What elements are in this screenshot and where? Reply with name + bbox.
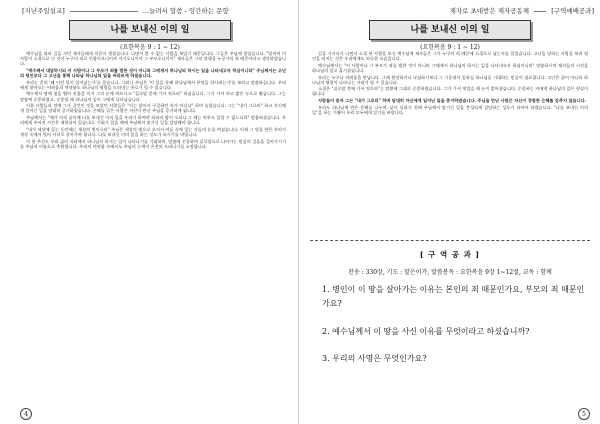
- running-head-rule: [70, 11, 138, 12]
- sermon-paragraph: "예수께서 대답하시되 이 사람이나 그 부모가 죄를 범한 것이 아니라 그에게서 하나님의 하시는 일을 나타내고자 하심이니라" 주님께서는 고난의 원인보다 그 고난을 통해 나타날 하나님의 일을 바라보게 하셨습니다.: [20, 67, 286, 78]
- sermon-paragraph: 이 한 주간도 우리 삶의 자리에서 하나님의 하시는 일이 나타나기를 기대하며, 말씀에 순종하여 실로암으로 나아가는 믿음의 걸음을 걸어가시기를 주님의 이름으로 축원합니다. 우리의 연약함 속에서도 주님의 능력이 온전히 드러나기를 소망합니다.: [20, 138, 286, 149]
- running-head-label: [구역예배공과]: [551, 7, 594, 15]
- lesson-paragraph: 소경은 "실로암 못에 가서 씻으라"는 말씀에 그대로 순종하였습니다. 그가 가서 씻었을 때 눈이 밝아졌습니다. 순종하는 자에게 하나님의 일은 현실이 됩니다.: [312, 86, 588, 97]
- question-3: 3. 우리의 사명은 무엇인가요?: [322, 354, 427, 363]
- lesson-section-title: [ 구 역 공 과 ]: [419, 250, 481, 259]
- running-head-label: [지난주일설교]: [22, 7, 65, 15]
- right-page: [300, 0, 600, 424]
- sermon-paragraph: 예수께서 땅에 침을 뱉어 진흙을 이겨 그의 눈에 바르시고 "실로암 못에 가서 씻으라" 하셨습니다. 그가 가서 씻고 밝은 눈으로 왔습니다. 그는 말씀에 순종하였고, 순종할 때 하나님의 일이 그에게 나타났습니다.: [20, 91, 286, 102]
- lesson-paragraph: 우리는 누구나 어려움을 만납니다. 그때 원망하거나 낙심하기보다 그 가운데서 일하실 하나님을 기대하는 믿음이 필요합니다. 고난은 끝이 아니라 하나님의 영광이 나타나는 자리가 될 수 있습니다.: [312, 74, 588, 85]
- sermon-verse: (요한복음 9 : 1 ~ 12): [120, 44, 180, 51]
- lesson-verse: (요한복음 9 : 1 ~ 12): [420, 44, 480, 51]
- page-number: 4: [20, 408, 32, 420]
- lesson-paragraph: 우리도 하나님께 받은 은혜를 나누며, 낮이 다하기 전에 주님께서 맡기신 일을 충성되게 감당하는 성도가 되어야 하겠습니다. "나를 보내신 이의 일"을 하는 기쁨이 우리 모두에게 있기를 바랍니다.: [312, 104, 588, 115]
- sermon-body: [20, 51, 286, 150]
- question-1: 1. 병인이 이 땅을 살아가는 이유는 본인의 죄 때문인가요, 부모의 죄 때문인가요?: [322, 285, 585, 308]
- left-running-head: [22, 6, 229, 15]
- sermon-paragraph: 이웃 사람들과 전에 그가 걸인인 것을 보았던 사람들은 "이는 앉아서 구걸하던 자가 아니냐" 하며 놀랐습니다. 그는 "내가 그로라" 하고 자신에게 일어난 일을 담대히 증거하였습니다. 은혜를 입은 사람은 자신이 만난 주님을 증거하게 됩니다.: [20, 103, 286, 114]
- running-head-subtitle: 제자로 초대받은 제자공동체: [449, 7, 530, 15]
- sermon-paragraph: 우리는 흔히 '왜 이런 일이 일어났는가'를 묻습니다. 그러나 주님은 '이 일을 통해 하나님께서 무엇을 하시려는가'를 보라고 말씀하십니다. 우리에게 찾아오는 어려움과 연약함도 하나님의 영광을 드러내는 통로가 될 수 있습니다.: [20, 79, 286, 90]
- section-divider: [310, 240, 590, 241]
- running-head-subtitle: ...늘려서 말씀 - 잉간하는 문향: [142, 7, 229, 15]
- lesson-paragraph: 사람들이 묻자 그는 "내가 그로라" 하며 담대히 자신에게 일어난 일을 증거하였습니다. 주님을 만난 사람은 자신이 경험한 은혜를 감추지 않습니다.: [318, 98, 587, 104]
- sermon-paragraph: 주님께서는 "때가 아직 낮이매 나를 보내신 이의 일을 우리가 하여야 하리라 밤이 오리니 그 때는 아무도 일할 수 없느니라" 말씀하셨습니다. 우리에게 주어진 시간은 제한되어 있습니다. 기회가 있을 때에 주님께서 맡기신 일을 감당해야 합니다.: [20, 115, 286, 126]
- question-2: 2. 예수님께서 이 땅을 사신 이유를 무엇이라고 하셨습니까?: [322, 327, 530, 336]
- page-number: 5: [578, 408, 590, 420]
- sermon-paragraph: "내가 세상에 있는 동안에는 세상의 빛이로라" 주님은 세상의 빛으로 오셔서 어둠 속에 있는 자들의 눈을 여셨습니다. 이제 그 빛을 받은 우리가 세상 속에서 빛의 자녀로 살아가야 합니다. 나를 보내신 이의 일을 하는 성도가 되시기를 바랍니다.: [20, 126, 286, 137]
- sermon-title: 나를 보내신 이의 일: [69, 20, 231, 40]
- running-head-rule: [534, 11, 546, 12]
- lesson-paragraph: 예수님께서는 "이 사람이나 그 부모가 죄를 범한 것이 아니라 그에게서 하나님의 하시는 일을 나타내고자 하심이니라" 말씀하시며 제자들의 시선을 하나님의 일로 옮기셨습니다.: [312, 62, 588, 73]
- lesson-body: [312, 51, 588, 231]
- worship-order: 찬송 : 330장, 기도 : 맡은이가, 말씀봉독 : 요한복음 9장 1~12절, 교독 : 함께: [348, 269, 552, 276]
- lesson-title: 나를 보내신 이의 일: [369, 20, 531, 40]
- right-running-head: [450, 6, 594, 15]
- lesson-paragraph: 길을 가시다가 나면서 소경 된 사람을 보신 예수님께 제자들은 그가 누구의 죄 때문에 소경으로 났는지를 물었습니다. 고난을 당하는 사람을 보며 원인을 따지는 것은 우리에게도 익숙한 모습입니다.: [312, 51, 588, 62]
- sermon-paragraph: 예수님을 따라 길을 가던 제자들에게 의문이 생겼습니다. 나면서 볼 수 없는 사람을 보았기 때문입니다. 그들은 주님께 물었습니다. "랍비여 이 사람이 소경으로 난 것이 누구의 죄로 인함이오니이까 자기오니이까 그 부모오니이까" 제자들은 그의 불행을 누군가의 죄 때문이라고 생각하였습니다.: [20, 51, 286, 67]
